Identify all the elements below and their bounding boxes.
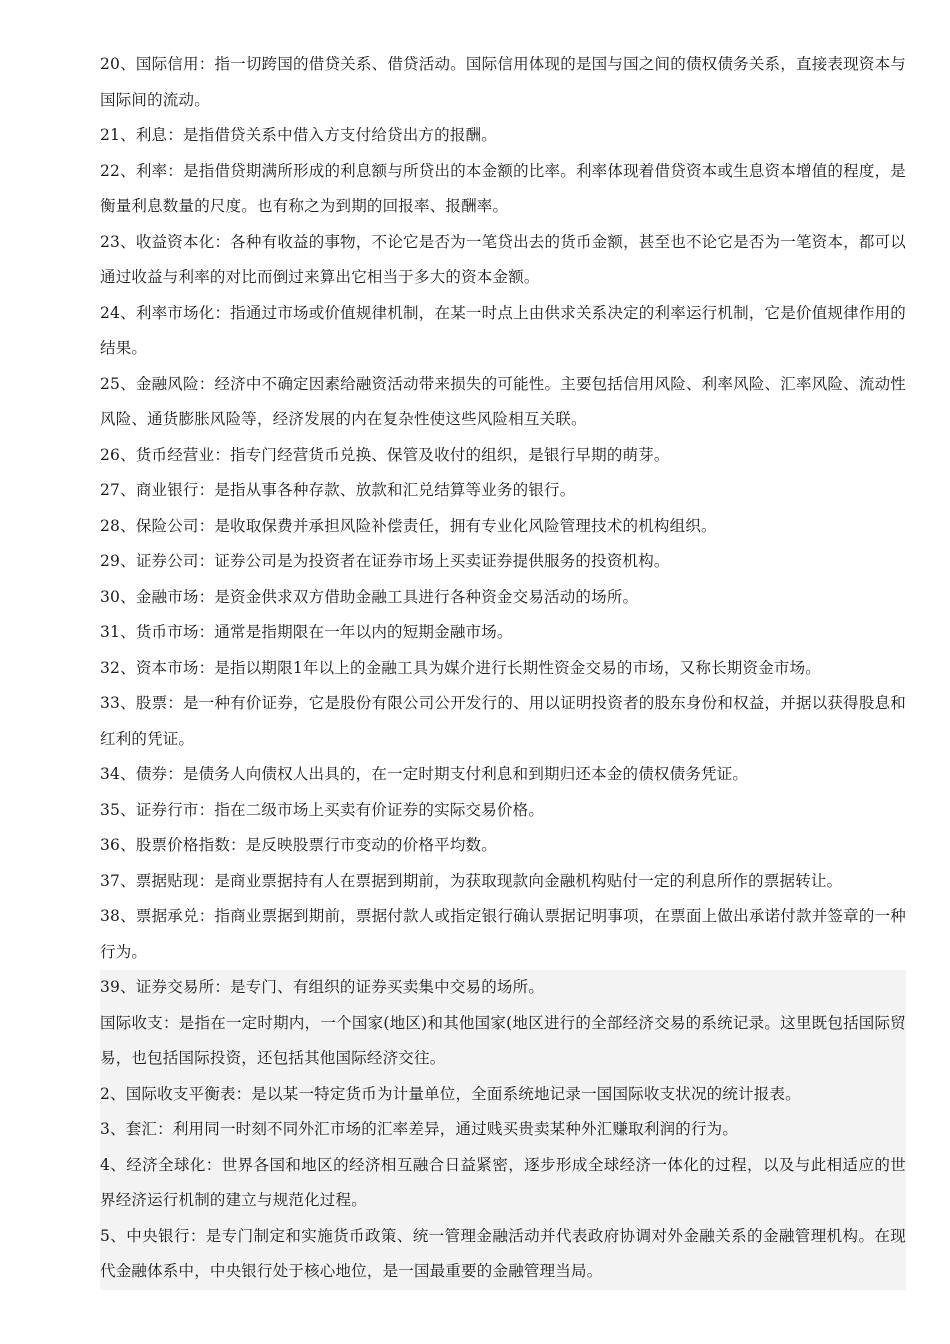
paragraph-balance-of-payments: 国际收支：是指在一定时期内，一个国家(地区)和其他国家(地区进行的全部经济交易的系统记录。这里既包括国际贸易，也包括国际投资，还包括其他国际经济交往。 [100, 1013, 906, 1067]
paragraph-2-bop-statement: 2、国际收支平衡表：是以某一特定货币为计量单位，全面系统地记录一国国际收支状况的统计报表。 [100, 1084, 801, 1103]
paragraph-5-central-bank: 5、中央银行：是专门制定和实施货币政策、统一管理金融活动并代表政府协调对外金融关系的金融管理机构。在现代金融体系中，中央银行处于核心地位，是一国最重要的金融管理当局。 [100, 1226, 906, 1280]
paragraph-29-securities-company: 29、证券公司：证券公司是为投资者在证券市场上买卖证券提供服务的投资机构。 [100, 552, 670, 570]
paragraph-21-interest: 21、利息：是指借贷关系中借入方支付给贷出方的报酬。 [100, 126, 497, 144]
paragraph-25-financial-risk: 25、金融风险：经济中不确定因素给融资活动带来损失的可能性。主要包括信用风险、利率风险、汇率风险、流动性风险、通货膨胀风险等，经济发展的内在复杂性使这些风险相互关联。 [100, 374, 906, 428]
paragraph-33-stock: 33、股票：是一种有价证券，它是股份有限公司公开发行的、用以证明投资者的股东身份和权益，并据以获得股息和红利的凭证。 [100, 694, 906, 748]
paragraph-37-bill-discount: 37、票据贴现：是商业票据持有人在票据到期前，为获取现款向金融机构贴付一定的利息所作的票据转让。 [100, 871, 843, 890]
shaded-section [100, 970, 906, 1290]
paragraph-23-capitalization: 23、收益资本化：各种有收益的事物，不论它是否为一笔贷出去的货币金额，甚至也不论它是否为一笔资本，都可以通过收益与利率的对比而倒过来算出它相当于多大的资本金额。 [100, 232, 906, 286]
paragraph-32-capital-market: 32、资本市场：是指以期限1年以上的金融工具为媒介进行长期性资金交易的市场，又称长期资金市场。 [100, 658, 821, 677]
paragraph-39-stock-exchange: 39、证券交易所：是专门、有组织的证券买卖集中交易的场所。 [100, 978, 545, 996]
paragraph-4-globalization: 4、经济全球化：世界各国和地区的经济相互融合日益紧密，逐步形成全球经济一体化的过程，以及与此相适应的世界经济运行机制的建立与规范化过程。 [100, 1155, 906, 1209]
paragraph-3-arbitrage: 3、套汇：利用同一时刻不同外汇市场的汇率差异，通过贱买贵卖某种外汇赚取利润的行为。 [100, 1120, 739, 1138]
paragraph-24-rate-marketization: 24、利率市场化：指通过市场或价值规律机制，在某一时点上由供求关系决定的利率运行机制，它是价值规律作用的结果。 [100, 303, 906, 357]
paragraph-36-stock-index: 36、股票价格指数：是反映股票行市变动的价格平均数。 [100, 836, 497, 854]
paragraph-30-financial-market: 30、金融市场：是资金供求双方借助金融工具进行各种资金交易活动的场所。 [100, 587, 639, 606]
paragraph-35-securities-price: 35、证券行市：指在二级市场上买卖有价证券的实际交易价格。 [100, 800, 545, 819]
paragraph-28-insurance-company: 28、保险公司：是收取保费并承担风险补偿责任，拥有专业化风险管理技术的机构组织。 [100, 516, 717, 535]
paragraph-27-commercial-bank: 27、商业银行：是指从事各种存款、放款和汇兑结算等业务的银行。 [100, 481, 576, 499]
paragraph-38-bill-acceptance: 38、票据承兑：指商业票据到期前，票据付款人或指定银行确认票据记明事项，在票面上做出承诺付款并签章的一种行为。 [100, 907, 906, 961]
paragraph-22-interest-rate: 22、利率：是指借贷期满所形成的利息额与所贷出的本金额的比率。利率体现着借贷资本或生息资本增值的程度，是衡量利息数量的尺度。也有称之为到期的回报率、报酬率。 [100, 161, 906, 215]
document-page [100, 47, 906, 1290]
paragraph-26-money-dealing: 26、货币经营业：指专门经营货币兑换、保管及收付的组织，是银行早期的萌芽。 [100, 445, 670, 464]
paragraph-20-international-credit: 20、国际信用：指一切跨国的借贷关系、借贷活动。国际信用体现的是国与国之间的债权债务关系，直接表现资本与国际间的流动。 [100, 55, 906, 109]
paragraph-31-money-market: 31、货币市场：通常是指期限在一年以内的短期金融市场。 [100, 623, 513, 641]
paragraph-34-bond: 34、债券：是债务人向债权人出具的，在一定时期支付利息和到期归还本金的债权债务凭证。 [100, 765, 749, 783]
